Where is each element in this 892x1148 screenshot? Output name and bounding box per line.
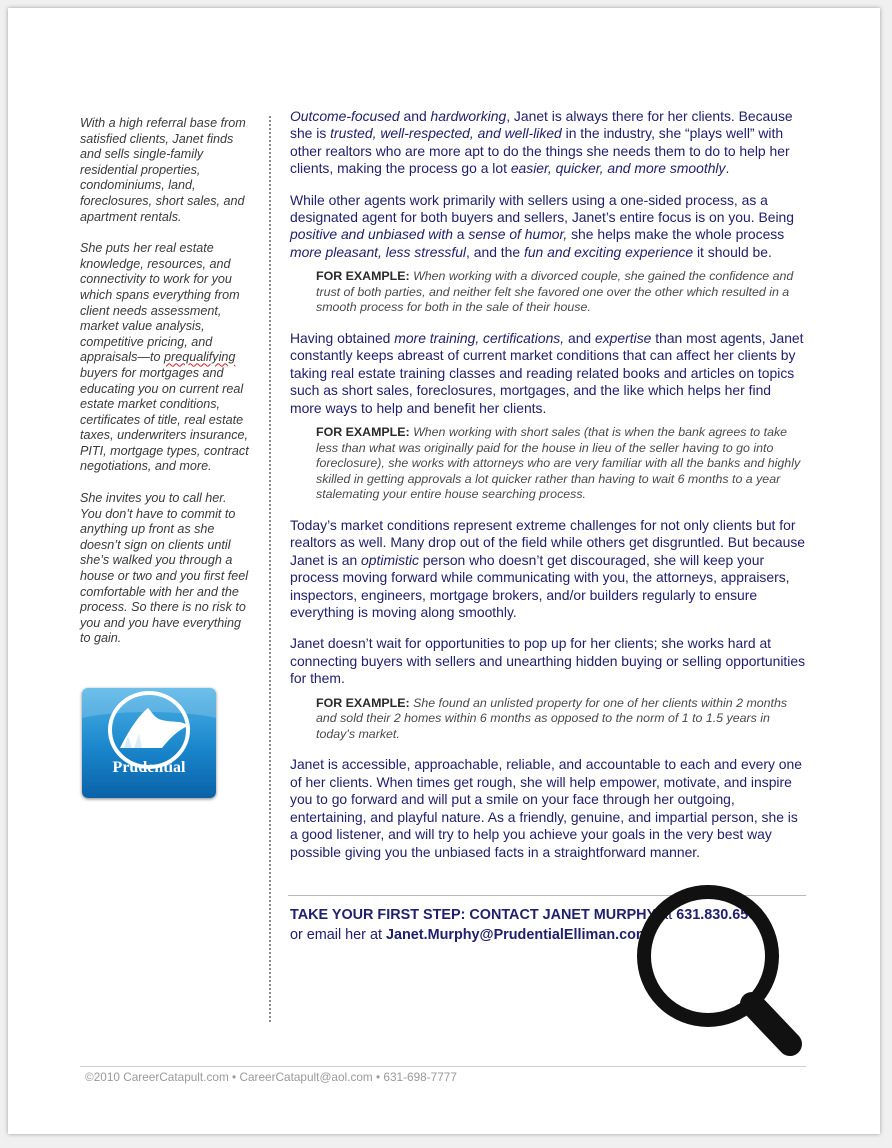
sidebar-paragraph-2 [80,241,250,475]
text: Today’s market conditions represent extreme challenges for not only clients but for realtors as well. Many drop out of the field while others get disgruntled. But because Janet is an [290,517,806,568]
paragraph-accessible: Janet is accessible, approachable, reliable, and accountable to each and every one of her clients. When times get rough, she will help empower, motivate, and inspire you to go forward and will put a smile on your face through her outgoing, entertaining, and playful nature. As a friendly, genuine, and impartial person, she is a good listener, and will try to help you achieve your goals in the very best way possible giving you the unbiased facts in a straightforward manner. [290,756,802,860]
text: and [564,330,596,347]
paragraph-outcome [290,108,806,178]
text: in the industry, she “plays well” with other realtors who are more apt to do the things she needs them to do to help her clients, making the process go a lot [290,125,790,177]
paragraph-market [290,517,806,621]
emphasis: more pleasant, less stressful [290,243,467,260]
text: a [452,226,469,243]
emphasis: easier, quicker, and more smoothly [510,160,726,177]
prudential-logo [82,688,216,798]
cta-at: at [656,907,677,923]
text: than most agents, Janet constantly keeps abreast of current market conditions that can affect her clients by taking real estate training classes and reading related books and articles on topics such as short sales, foreclosures, mortgages, and the like which helps her find more ways to help and benefit her clients. [290,330,804,416]
logo-text: Prudential [112,759,186,776]
sidebar-text: buyers for mortgages and educating you on current real estate market conditions, certificates of title, real estate taxes, underwriters insurance, PITI, mortgage types, contract negotiations, and more. [80,365,249,474]
text: and [399,108,431,124]
vertical-divider [269,116,271,1022]
example-text: She found an unlisted property for one of her clients within 2 months and sold their 2 homes within 6 months as opposed to the norm of 1 to 1.5 years in today’s market. [316,695,788,741]
rock-of-gibraltar-icon [82,688,216,798]
example-block-2 [316,425,806,503]
sidebar-paragraph-3: She invites you to call her. You don’t have to commit to anything up front as she doesn’t sign on clients until she’s walked you through a house or two and you first feel comfortable with her and the process. So there is no risk to you and you have everything to gain. [80,491,249,646]
cta-heading: TAKE YOUR FIRST STEP: CONTACT JANET MURPHY [290,907,657,923]
text: , Janet is always there for her clients. Because she is [290,108,793,142]
example-text: When working with a divorced couple, she gained the confidence and trust of both parties, and neither felt she favored one over the other which resulted in a smooth process for both in the sale of their house. [316,269,794,315]
text: person who doesn’t get discouraged, she will keep your process moving forward while communicating with you, the attorneys, appraisers, inspectors, engineers, mortgage brokers, and/or builders regularly to ensure everything is moving along smoothly. [290,551,790,621]
sidebar-paragraph-1: With a high referral base from satisfied clients, Janet finds and sells single-family residential properties, condominiums, land, foreclosures, short sales, and apartment rentals. [80,116,246,224]
example-block-3 [316,696,806,743]
emphasis: sense of humor, [468,226,568,243]
sidebar-text: She puts her real estate knowledge, resources, and connectivity to work for you which spans everything from client needs assessment, market value analysis, competitive pricing, and appraisals—to [80,241,240,365]
text: While other agents work primarily with sellers using a one-sided process, as a designated agent for both buyers and sellers, Janet’s entire focus is on you. Being [290,191,794,226]
example-label: FOR EXAMPLE: [316,425,410,440]
emphasis: hardworking [430,108,507,124]
emphasis: optimistic [361,551,419,568]
text: . [725,160,730,177]
email-prefix: or email her at [290,926,386,943]
text: , and the [466,243,524,260]
text: it should be. [693,243,772,260]
emphasis: positive and unbiased with [290,226,453,243]
paragraph-training [290,330,806,417]
paragraph-focus [290,192,806,262]
emphasis: expertise [595,330,652,347]
footer-text: ©2010 CareerCatapult.com • CareerCatapult@aol.com • 631-698-7777 [85,1070,457,1084]
sidebar [80,116,250,663]
spellcheck-word: prequalifying [164,350,236,365]
emphasis: Outcome-focused [290,108,400,124]
main-content [290,108,806,875]
emphasis: fun and exciting experience [523,243,694,260]
cta-end: . [648,926,653,943]
magnifier-icon[interactable] [620,880,820,1070]
emphasis: trusted, well-respected, and well-liked [330,125,562,142]
example-label: FOR EXAMPLE: [316,695,410,710]
example-label: FOR EXAMPLE: [316,269,410,284]
text: she helps make the whole process [567,226,785,243]
text: Having obtained [290,330,395,347]
emphasis: more training, certifications, [394,330,565,347]
email-link[interactable]: Janet.Murphy@PrudentialElliman.com [385,926,649,943]
example-block-1 [316,269,806,316]
phone-number: 631.830.6561 [676,907,765,923]
paragraph-opportunities: Janet doesn’t wait for opportunities to pop up for her clients; she works hard at connecting buyers with sellers and unearthing hidden buying or selling opportunities for them. [290,635,806,687]
example-text: When working with short sales (that is when the bank agrees to take less than what was originally paid for the house in lieu of the seller having to go into foreclosure), she works with attorneys who are very familiar with all the banks and highly skilled in getting approvals a lot quicker rather than having to wait 6 months to a year stalemating your entire house searching process. [316,425,801,502]
